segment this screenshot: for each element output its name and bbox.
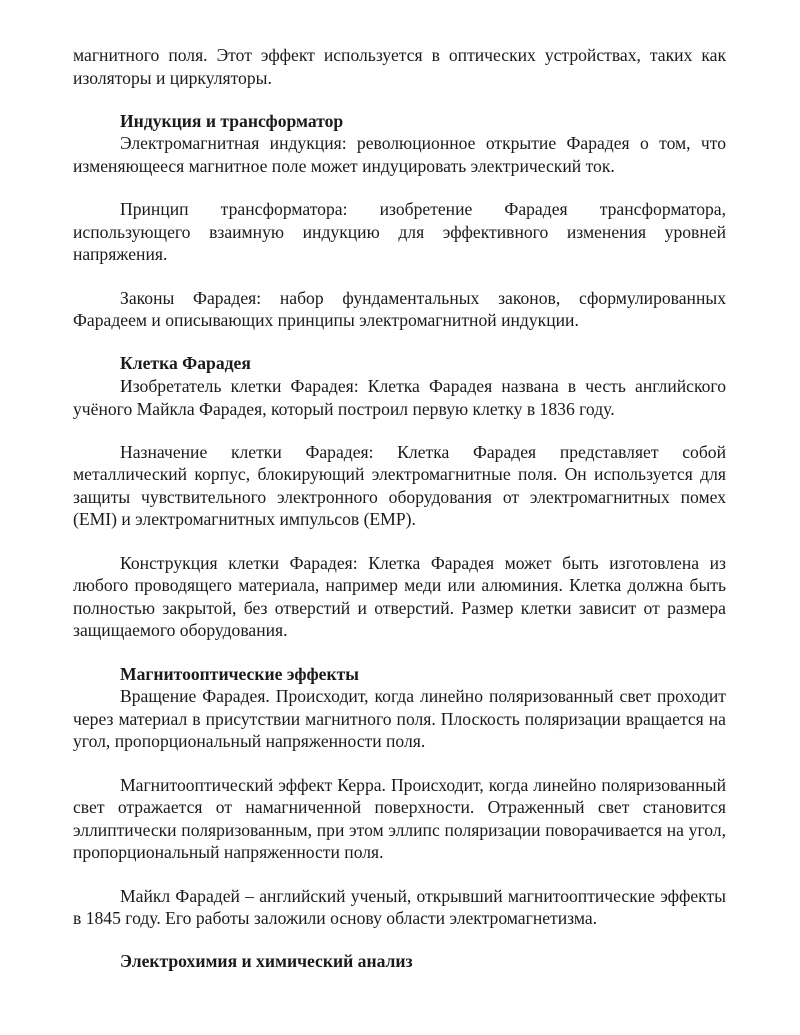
paragraph-faraday-rotation: Вращение Фарадея. Происходит, когда линейно поляризованный свет проходит через материал в присутствии магнитного поля. Плоскость поляризации вращается на угол, пропорциональный напряженности поля. <box>73 686 726 752</box>
section-heading-electrochemistry: Электрохимия и химический анализ <box>120 951 413 972</box>
paragraph-faraday-laws: Законы Фарадея: набор фундаментальных законов, сформулированных Фарадеем и описывающих принципы электромагнитной индукции. <box>73 287 726 331</box>
paragraph-kerr-effect: Магнитооптический эффект Керра. Происходит, когда линейно поляризованный свет отражается от намагниченной поверхности. Отраженный свет становится эллиптически поляризованным, при этом эллипс поляризации поворачивается на угол, пропорциональный напряженности поля. <box>73 774 726 863</box>
paragraph-induction: Электромагнитная индукция: революционное открытие Фарадея о том, что изменяющееся магнитное поле может индуцировать электрический ток. <box>73 133 726 176</box>
paragraph-cage-inventor: Изобретатель клетки Фарадея: Клетка Фарадея названа в честь английского учёного Майкла Фарадея, который построил первую клетку в 1836 году. <box>73 375 726 419</box>
section-heading-induction: Индукция и трансформатор <box>120 110 344 131</box>
paragraph-cage-construction: Конструкция клетки Фарадея: Клетка Фарадея может быть изготовлена из любого проводящего материала, например меди или алюминия. Клетка должна быть полностью закрытой, без отверстий и отверстий. Размер клетки зависит от размера защищаемого оборудования. <box>73 552 726 641</box>
paragraph-continuation: магнитного поля. Этот эффект используется в оптических устройствах, таких как изоляторы и циркуляторы. <box>73 45 726 88</box>
paragraph-transformer: Принцип трансформатора: изобретение Фарадея трансформатора, использующего взаимную индукцию для эффективного изменения уровней напряжения. <box>73 199 726 265</box>
section-heading-faraday-cage: Клетка Фарадея <box>120 353 251 374</box>
section-heading-magneto-optics: Магнитооптические эффекты <box>120 663 359 684</box>
paragraph-cage-purpose: Назначение клетки Фарадея: Клетка Фарадея представляет собой металлический корпус, блокирующий электромагнитные поля. Он используется для защиты чувствительного электронного оборудования от электромагнитных помех (EMI) и электромагнитных импульсов (EMP). <box>73 441 726 530</box>
paragraph-faraday-bio: Майкл Фарадей – английский ученый, открывший магнитооптические эффекты в 1845 году. Его работы заложили основу области электромагнетизма. <box>73 885 726 929</box>
document-page <box>73 44 726 973</box>
